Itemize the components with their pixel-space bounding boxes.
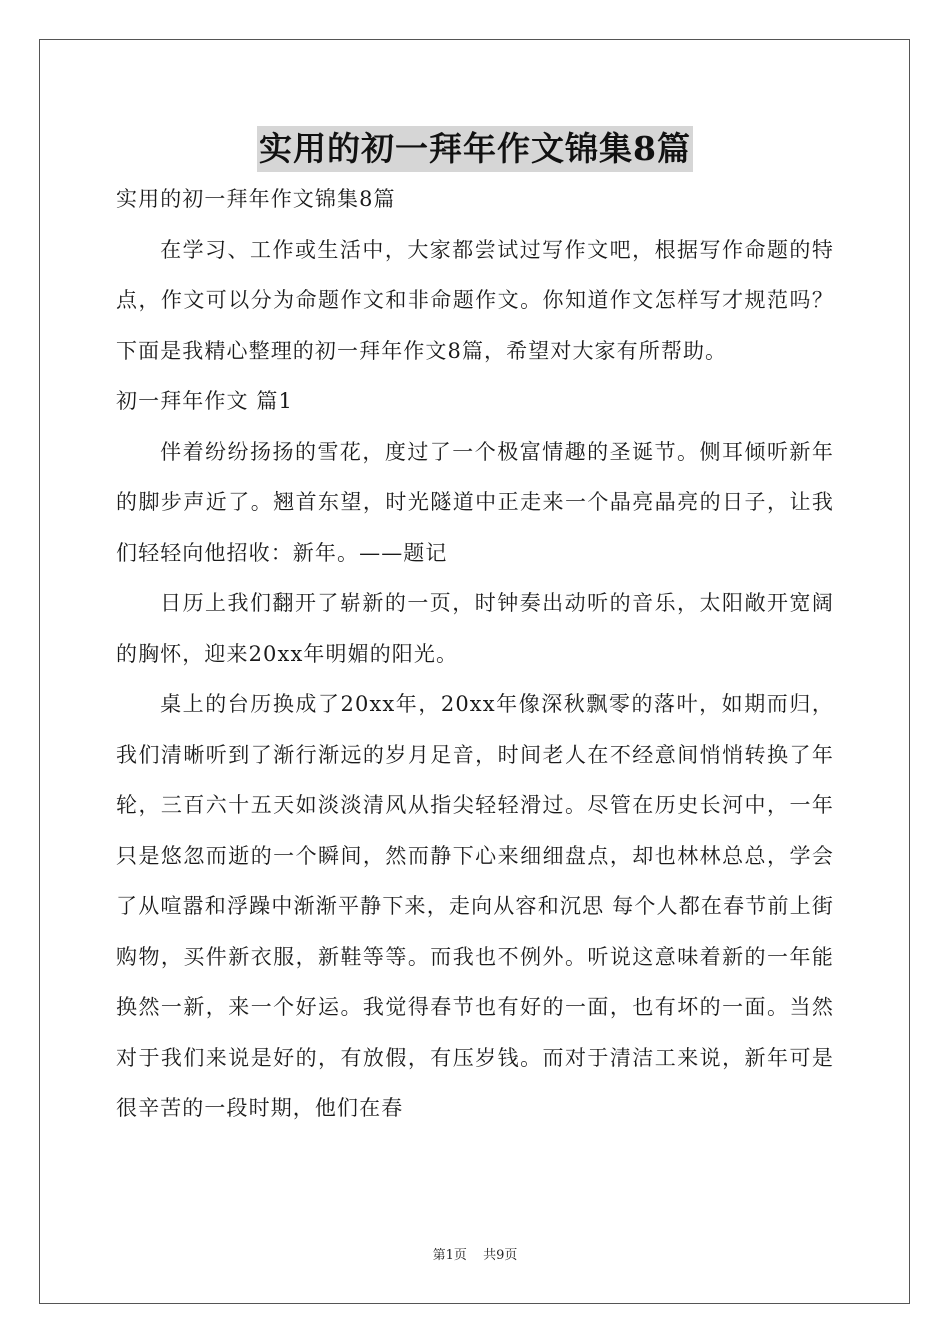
paragraph: 桌上的台历换成了20xx年，20xx年像深秋飘零的落叶，如期而归，我们清晰听到了渐行渐远的岁月足音，时间老人在不经意间悄悄转换了年轮，三百六十五天如淡淡清风从指尖轻轻滑过。尽管在历史长河中，一年只是悠忽而逝的一个瞬间，然而静下心来细细盘点，却也林林总总，学会了从喧嚣和浮躁中渐渐平静下来，走向从容和沉思 每个人都在春节前上街购物，买件新衣服，新鞋等等。而我也不例外。听说这意味着新的一年能换然一新，来一个好运。我觉得春节也有好的一面，也有坏的一面。当然对于我们来说是好的，有放假，有压岁钱。而对于清洁工来说，新年可是很辛苦的一段时期，他们在春 xyxy=(116,692,834,1120)
paragraph: 初一拜年作文 篇1 xyxy=(116,389,293,413)
paragraph: 在学习、工作或生活中，大家都尝试过写作文吧，根据写作命题的特点，作文可以分为命题作文和非命题作文。你知道作文怎样写才规范吗？下面是我精心整理的初一拜年作文8篇，希望对大家有所帮助。 xyxy=(116,237,834,363)
paragraph: 伴着纷纷扬扬的雪花，度过了一个极富情趣的圣诞节。侧耳倾听新年的脚步声近了。翘首东望，时光隧道中正走来一个晶亮晶亮的日子，让我们轻轻向他招收：新年。——题记 xyxy=(116,439,834,565)
page-number: 第1页 xyxy=(432,1248,467,1263)
page-total: 共9页 xyxy=(483,1248,518,1263)
paragraph: 实用的初一拜年作文锦集8篇 xyxy=(116,187,396,211)
paragraph: 日历上我们翻开了崭新的一页，时钟奏出动听的音乐，太阳敞开宽阔的胸怀，迎来20xx年明媚的阳光。 xyxy=(116,591,834,666)
document-body xyxy=(116,174,834,1134)
title-area xyxy=(0,126,950,172)
page-footer xyxy=(0,1244,950,1263)
document-title: 实用的初一拜年作文锦集8篇 xyxy=(257,126,693,172)
